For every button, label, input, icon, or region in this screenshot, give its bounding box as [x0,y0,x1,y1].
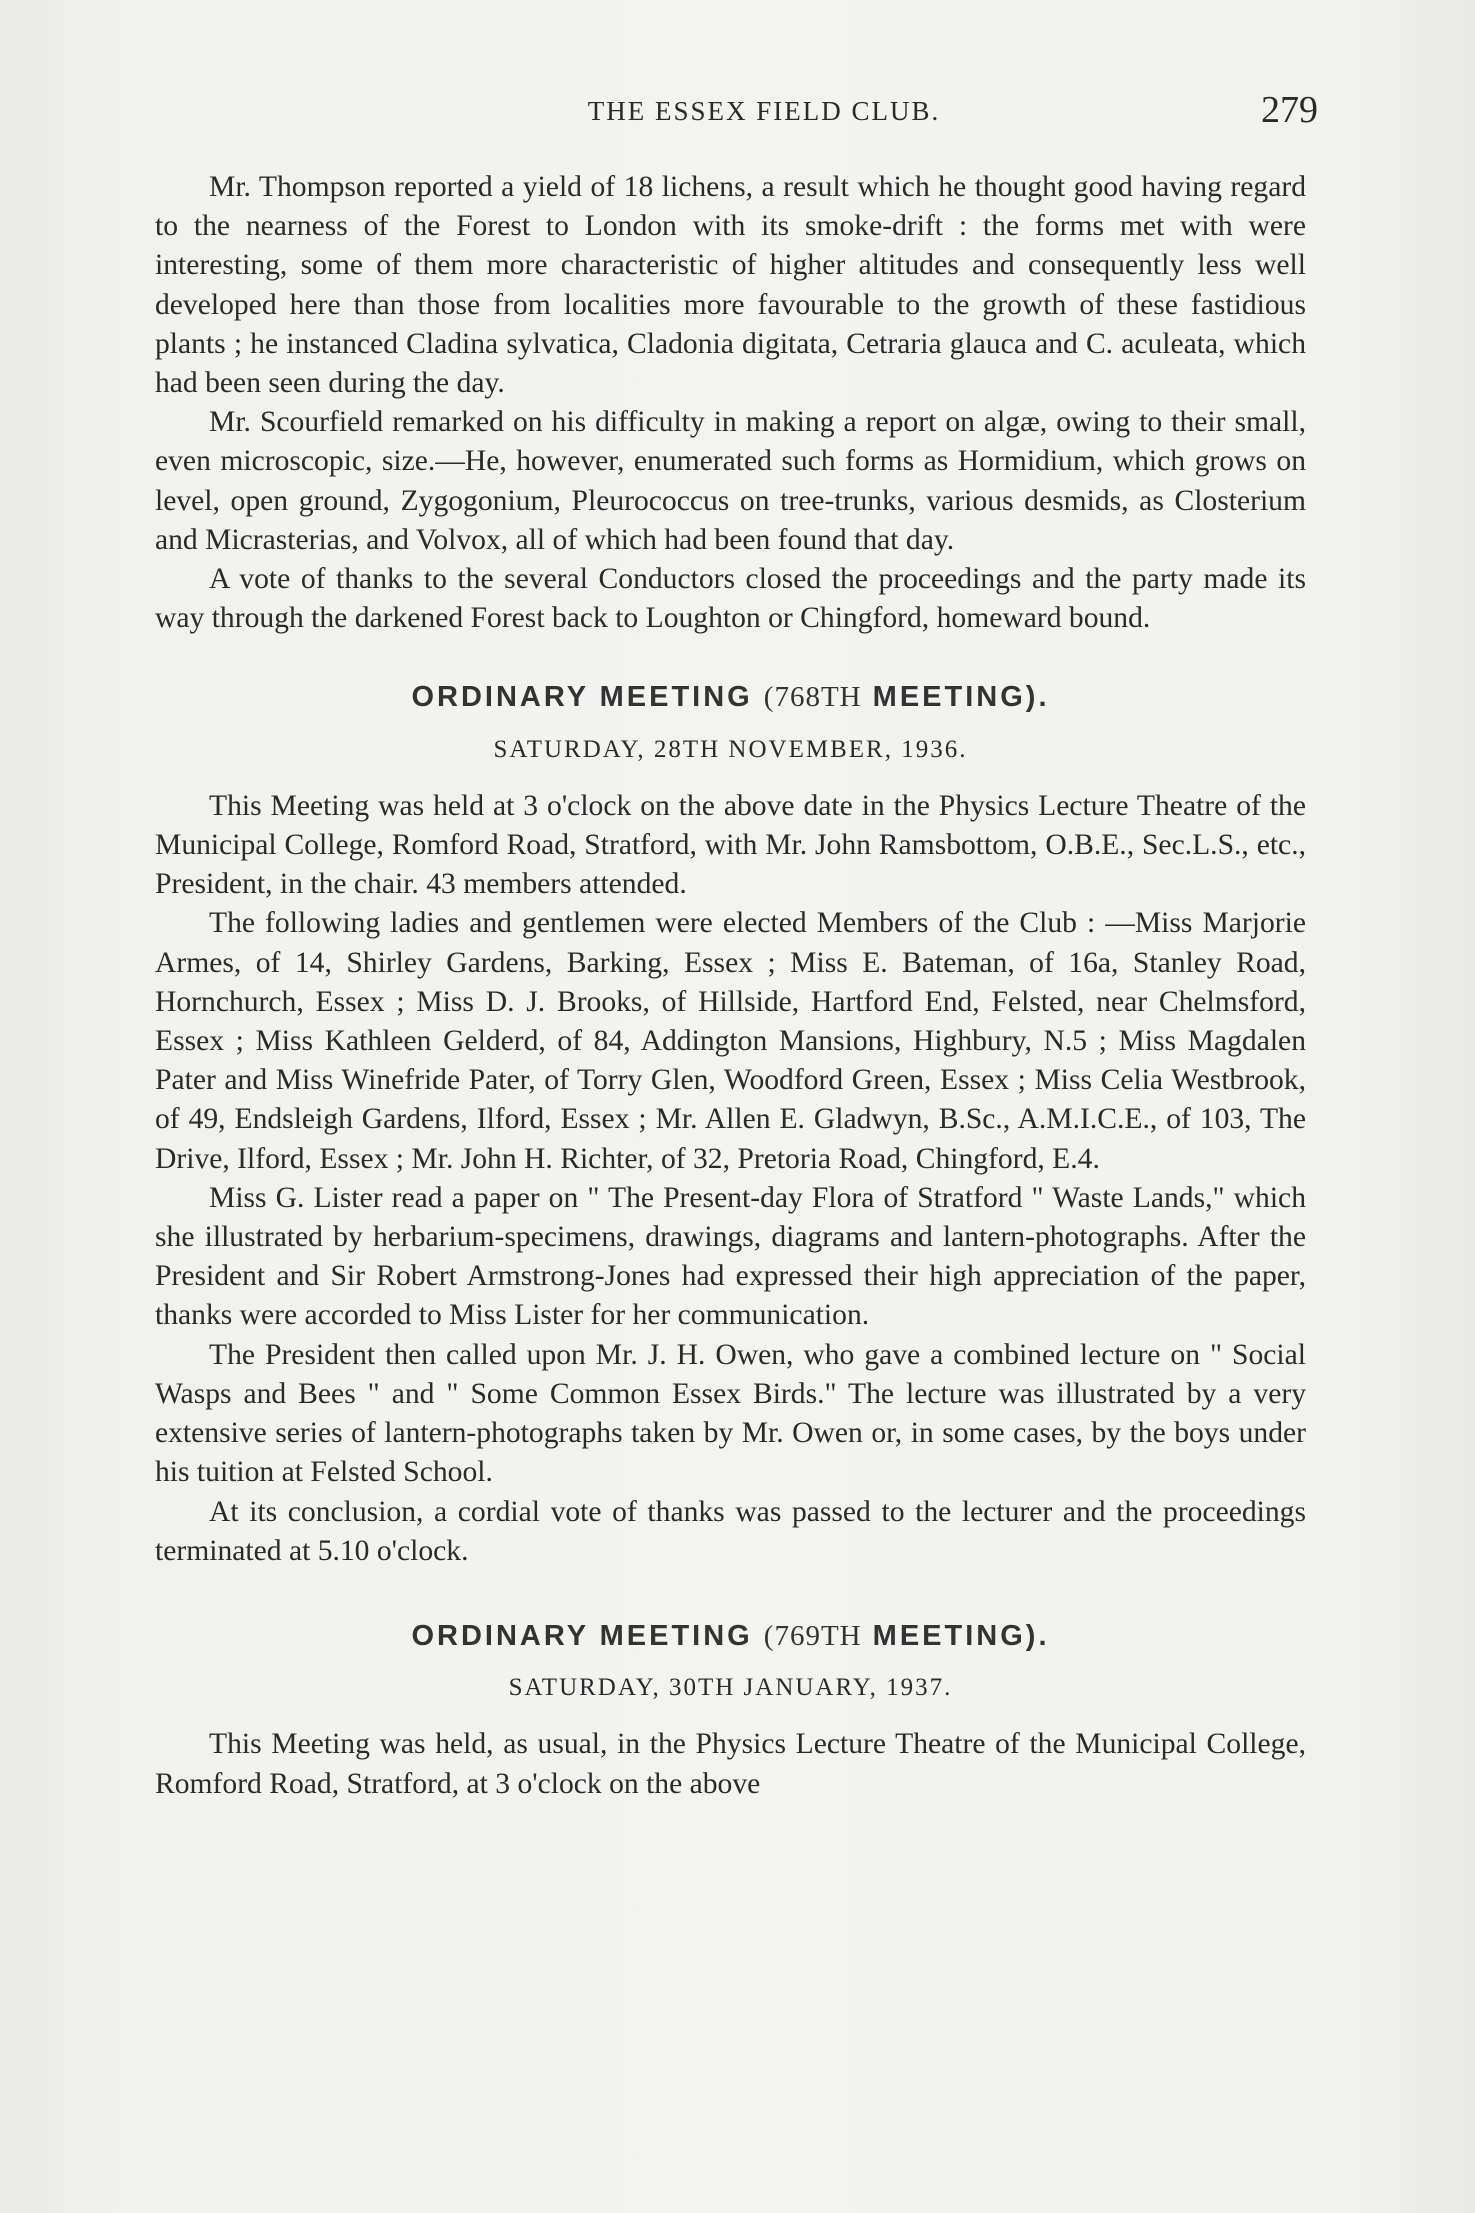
running-title: THE ESSEX FIELD CLUB. [587,96,941,126]
meeting-768-heading-end: MEETING). [872,681,1050,714]
page-header [210,89,1318,136]
page-body [155,168,1306,1804]
paragraph-thompson-lichens: Mr. Thompson reported a yield of 18 lichens, a result which he thought good having regard to the nearness of the Forest to London with its smoke-drift : the forms met with were interesting, some of them more characteristic of higher altitudes and consequently less well developed here than those from localities more favourable to the growth of these fastidious plants ; he instanced Cladina sylvatica, Cladonia digitata, Cetraria glauca and C. aculeata, which had been seen during the day. [155,171,1306,400]
page-number: 279 [1261,89,1318,131]
meeting-768-paragraph-owen-lecture: The President then called upon Mr. J. H. Owen, who gave a combined lecture on " Social Wasps and Bees " and " Some Common Essex Birds." The lecture was illustrated by a very extensive series of lantern-photographs taken by Mr. Owen or, in some cases, by the boys under his tuition at Felsted School. [155,1338,1306,1489]
meeting-769-heading [155,1617,1306,1656]
paragraph-scourfield-algae: Mr. Scourfield remarked on his difficulty in making a report on algæ, owing to their small, even microscopic, size.—He, however, enumerated such forms as Hormidium, which grows on level, open ground, Zygogonium, Pleurococcus on tree-trunks, various desmids, as Closterium and Micrasterias, and Volvox, all of which had been found that day. [155,406,1306,556]
meeting-769-paragraph-venue: This Meeting was held, as usual, in the Physics Lecture Theatre of the Municipal College, Romford Road, Stratford, at 3 o'clock on the above [155,1728,1306,1800]
meeting-769-heading-start: ORDINARY MEETING [411,1619,753,1652]
meeting-769-heading-number: (769TH [763,1619,862,1652]
meeting-768-paragraph-conclusion: At its conclusion, a cordial vote of thanks was passed to the lecturer and the proceedings terminated at 5.10 o'clock. [155,1495,1306,1567]
meeting-768-heading-number: (768TH [763,681,862,714]
meeting-769-heading-end: MEETING). [872,1619,1050,1652]
meeting-768-paragraph-lister-paper: Miss G. Lister read a paper on " The Present-day Flora of Stratford " Waste Lands," which she illustrated by herbarium-specimens, drawings, diagrams and lantern-photographs. After the President and Sir Robert Armstrong-Jones had expressed their high appreciation of the paper, thanks were accorded to Miss Lister for her communication. [155,1181,1306,1332]
meeting-768-paragraph-new-members: The following ladies and gentlemen were elected Members of the Club : —Miss Marjorie Armes, of 14, Shirley Gardens, Barking, Essex ; Miss E. Bateman, of 16a, Stanley Road, Hornchurch, Essex ; Miss D. J. Brooks, of Hillside, Hartford End, Felsted, near Chelmsford, Essex ; Miss Kathleen Gelderd, of 84, Addington Mansions, Highbury, N.5 ; Miss Magdalen Pater and Miss Winefride Pater, of Torry Glen, Woodford Green, Essex ; Miss Celia Westbrook, of 49, Endsleigh Gardens, Ilford, Essex ; Mr. Allen E. Gladwyn, B.Sc., A.M.I.C.E., of 103, The Drive, Ilford, Essex ; Mr. John H. Richter, of 32, Pretoria Road, Chingford, E.4. [155,907,1306,1175]
meeting-769-date: SATURDAY, 30TH JANUARY, 1937. [508,1674,953,1702]
meeting-768-date: SATURDAY, 28TH NOVEMBER, 1936. [493,735,968,763]
meeting-768-heading [155,678,1306,717]
paragraph-vote-of-thanks: A vote of thanks to the several Conductors closed the proceedings and the party made its way through the darkened Forest back to Loughton or Chingford, homeward bound. [155,563,1306,635]
meeting-768-paragraph-venue: This Meeting was held at 3 o'clock on the above date in the Physics Lecture Theatre of the Municipal College, Romford Road, Stratford, with Mr. John Ramsbottom, O.B.E., Sec.L.S., etc., President, in the chair. 43 members attended. [155,789,1306,901]
meeting-768-heading-start: ORDINARY MEETING [411,681,753,714]
